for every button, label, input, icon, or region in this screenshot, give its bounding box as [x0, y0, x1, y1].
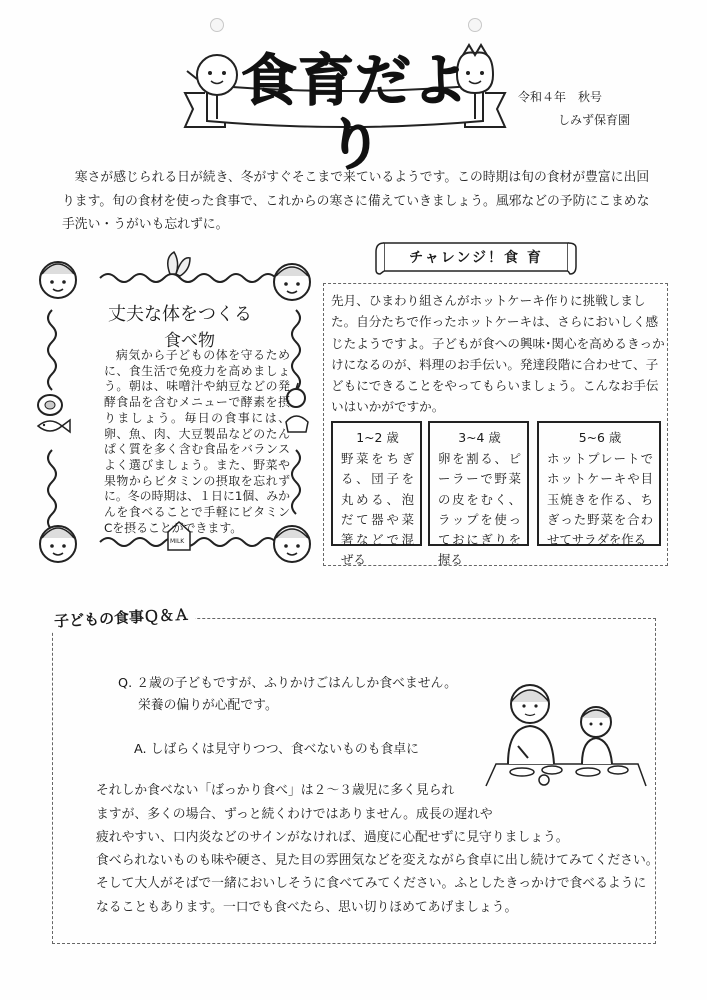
age-card-heading: 3~4 歳 — [458, 430, 501, 445]
health-box-title: 丈夫な体をつくる — [108, 304, 252, 325]
challenge-label: チャレンジ！食 育 — [386, 245, 566, 269]
qa-answer-line: なることもあります。一口でも食べたら、思い切りほめてあげましょう。 — [96, 900, 518, 915]
child-face-icon — [40, 262, 76, 298]
health-box-body: 病気から子どもの体を守るために、食生活で免疫力を高めましょう。朝は、味噌汁や納豆などの発酵食品を含むメニューで酵素を摂りましょう。毎日の食事には、卵、魚、肉、大豆製品などのたんぱく質を多く含む食品をバランスよく選びましょう。また、野菜や果物からビタミンの摂取を忘れずに。冬の時期は、１日に1個、みかんを食べることで手軽にビタミンCを摂ることができます。 — [104, 348, 290, 535]
age-card — [428, 421, 529, 568]
qa-answer-line: それしか食べない「ばっかり食べ」は２～３歳児に多く見られ — [96, 783, 455, 798]
qa-answer-line: 疲れやすい、口内炎などのサインがなければ、過度に心配せずに見守りましょう。 — [96, 830, 569, 845]
mother-child-eating-illustration — [470, 676, 650, 796]
milk-carton-label: MILK — [170, 538, 185, 545]
age-card-heading: 5~6 歳 — [578, 430, 622, 445]
mother-icon — [508, 685, 554, 764]
age-card-text: 卵を割る、ピーラーで野菜の皮をむく、ラップを使っておにぎりを握る — [438, 451, 521, 568]
age-card-heading: 1~2 歳 — [356, 430, 399, 445]
age-card-text: 野菜をちぎる、団子を丸める、泡だて器や菜箸などで混ぜる — [341, 451, 414, 568]
challenge-text: 先月、ひまわり組さんがホットケーキ作りに挑戦しました。自分たちで作ったホットケーキは、さらにおいしく感じたようですよ。子どもが食への興味･関心を高めるきっかけになるのが、料理のお手伝い。発達段階に合わせて、子どもにできることをやってもらいましょう。こんなお手伝いはいかがですか。 — [331, 293, 665, 415]
age-card — [331, 421, 422, 568]
punch-hole-left — [210, 18, 224, 32]
health-box-subtitle: 食べ物 — [164, 331, 215, 351]
qa-question-cont: 栄養の偏りが心配です。 — [138, 698, 278, 713]
child-face-icon — [274, 264, 310, 300]
qa-title: 子どもの食事Ｑ＆Ａ — [48, 603, 196, 632]
qa-question: Q. ２歳の子どもですが、ふりかけごはんしか食べません。 — [118, 676, 457, 691]
qa-answer-line: ますが、多くの場合、ずっと続くわけではありません。成長の遅れや — [96, 807, 493, 822]
issue-label: 令和４年 秋号 — [518, 90, 603, 104]
meat-icon — [38, 395, 62, 415]
publisher-name: しみず保育園 — [558, 113, 631, 127]
qa-answer-line: 食べられないものも味や硬さ、見た目の雰囲気などを変えながら食卓に出し続けてみてください。 — [96, 853, 659, 868]
punch-hole-right — [468, 18, 482, 32]
fish-icon — [38, 420, 70, 432]
age-card — [537, 421, 661, 546]
child-icon — [581, 707, 612, 764]
qa-answer-heading: A. しばらくは見守りつつ、食べないものも食卓に — [134, 742, 419, 757]
newsletter-title: 食育だより — [241, 49, 469, 178]
child-face-icon — [40, 526, 76, 562]
intro-paragraph: 寒さが感じられる日が続き、冬がすぐそこまで来ているようです。この時期は旬の食材が豊富に出回ります。旬の食材を使った食事で、これからの寒さに備えていきましょう。風邪などの予防にこまめな手洗い・うがいも忘れずに。 — [62, 170, 650, 232]
age-card-text: ホットプレートでホットケーキや目玉焼きを作る、ちぎった野菜を合わせてサラダを作る — [547, 451, 653, 548]
spinach-icon — [168, 252, 190, 276]
qa-answer-line: そして大人がそばで一緒においしそうに食べてみてください。ふとしたきっかけで食べるように — [96, 876, 647, 891]
